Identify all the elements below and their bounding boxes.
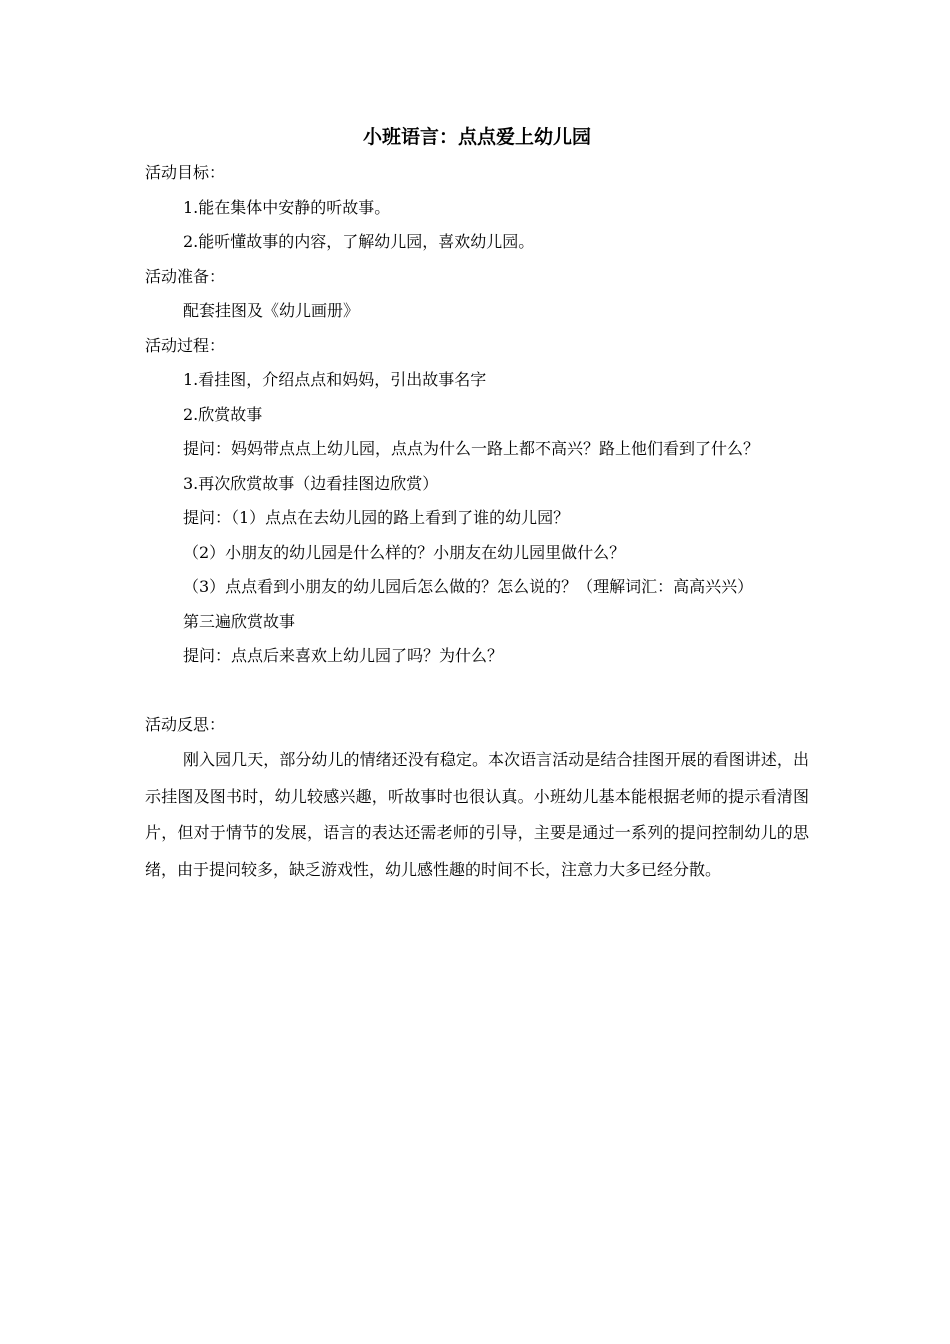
process-step-3: 3.再次欣赏故事（边看挂图边欣赏） bbox=[183, 473, 439, 493]
goal-item-2: 2.能听懂故事的内容，了解幼儿园，喜欢幼儿园。 bbox=[183, 232, 535, 251]
reflection-heading: 活动反思： bbox=[145, 714, 226, 734]
process-step-2: 2.欣赏故事 bbox=[183, 404, 263, 424]
process-question-4: （3）点点看到小朋友的幼儿园后怎么做的？怎么说的？（理解词汇：高高兴兴） bbox=[183, 577, 754, 596]
process-step-1: 1.看挂图，介绍点点和妈妈，引出故事名字 bbox=[183, 370, 487, 389]
process-heading: 活动过程： bbox=[145, 335, 226, 355]
process-question-3: （2）小朋友的幼儿园是什么样的？小朋友在幼儿园里做什么？ bbox=[183, 542, 626, 562]
goals-heading: 活动目标： bbox=[145, 163, 226, 182]
document-title: 小班语言：点点爱上幼儿园 bbox=[362, 126, 591, 148]
goal-item-1: 1.能在集体中安静的听故事。 bbox=[183, 197, 391, 217]
reflection-text: 刚入园几天，部分幼儿的情绪还没有稳定。本次语言活动是结合挂图开展的看图讲述，出示挂图及图书时，幼儿较感兴趣，听故事时也很认真。小班幼儿基本能根据老师的提示看清图片，但对于情节的发展，语言的表达还需老师的引导，主要是通过一系列的提问控制幼儿的思绪，由于提问较多，缺乏游戏性，幼儿感性趣的时间不长，注意力大多已经分散。 bbox=[145, 750, 809, 879]
document-page bbox=[145, 118, 809, 888]
process-question-2: 提问：（1）点点在去幼儿园的路上看到了谁的幼儿园？ bbox=[183, 508, 570, 527]
process-question-5: 提问：点点后来喜欢上幼儿园了吗？为什么？ bbox=[183, 646, 504, 665]
process-step-4: 第三遍欣赏故事 bbox=[183, 611, 296, 631]
section-spacer bbox=[145, 674, 809, 708]
prep-text: 配套挂图及《幼儿画册》 bbox=[183, 301, 360, 320]
prep-heading: 活动准备： bbox=[145, 266, 226, 286]
process-question-1: 提问：妈妈带点点上幼儿园，点点为什么一路上都不高兴？路上他们看到了什么？ bbox=[183, 439, 760, 458]
